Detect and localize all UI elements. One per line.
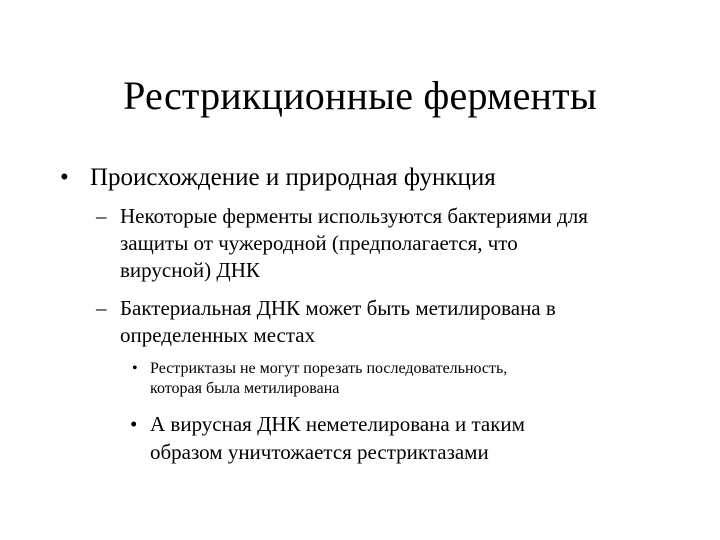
subsub-bullet-line: которая была метилирована <box>150 380 340 397</box>
subsub-bullet-line: Рестриктазы не могут порезать последовательность, <box>150 360 508 377</box>
dash-marker: – <box>96 296 107 320</box>
sub-bullet-line: Некоторые ферменты используются бактериями для <box>120 204 588 228</box>
sub-bullet-line: защиты от чужеродной (предполагается, что <box>120 231 518 255</box>
bullet-marker: • <box>60 164 69 191</box>
sub-bullet-line: вирусной) ДНК <box>120 258 260 282</box>
subsub-bullet-line: образом уничтожается рестриктазами <box>150 440 489 464</box>
bullet-text: Происхождение и природная функция <box>90 164 496 191</box>
subsub-bullet-line: А вирусная ДНК неметелирована и таким <box>150 412 525 436</box>
dash-marker: – <box>96 204 107 228</box>
bullet-marker-small: • <box>132 360 138 377</box>
sub-bullet-line: определенных местах <box>120 323 316 347</box>
sub-bullet-line: Бактериальная ДНК может быть метилирована в <box>120 296 556 320</box>
bullet-marker-small: • <box>130 412 138 436</box>
slide-title: Рестрикционные ферменты <box>123 73 597 118</box>
